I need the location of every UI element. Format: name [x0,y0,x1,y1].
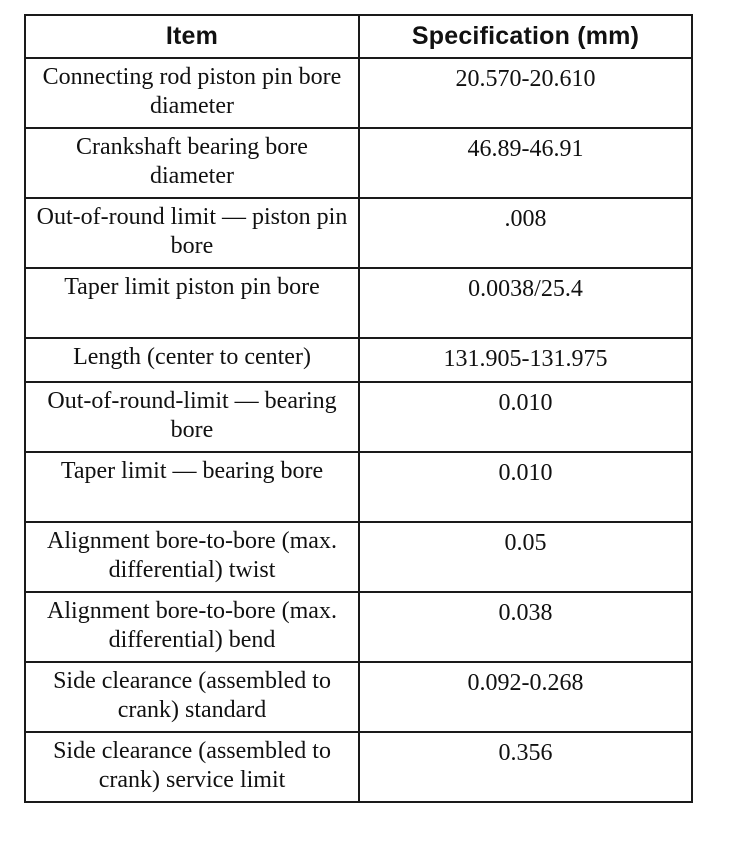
spec-cell: 0.356 [359,732,692,802]
spec-cell: 0.092-0.268 [359,662,692,732]
item-cell: Taper limit — bearing bore [25,452,359,522]
table-row [25,198,692,268]
spec-cell: 20.570-20.610 [359,58,692,128]
spec-cell: 0.05 [359,522,692,592]
item-column-header: Item [25,15,359,58]
table-row [25,662,692,732]
header-row [25,15,692,58]
spec-cell: 0.038 [359,592,692,662]
item-cell: Length (center to center) [25,338,359,382]
item-cell: Side clearance (assembled to crank) standard [25,662,359,732]
table-row [25,268,692,338]
spec-cell: 46.89-46.91 [359,128,692,198]
table-row [25,382,692,452]
item-cell: Alignment bore-to-bore (max. differential) bend [25,592,359,662]
table-row [25,338,692,382]
spec-cell: 131.905-131.975 [359,338,692,382]
table-row [25,732,692,802]
item-cell: Crankshaft bearing bore diameter [25,128,359,198]
table-row [25,452,692,522]
table-row [25,128,692,198]
item-cell: Side clearance (assembled to crank) service limit [25,732,359,802]
item-cell: Out-of-round-limit — bearing bore [25,382,359,452]
spec-cell: 0.0038/25.4 [359,268,692,338]
table-row [25,522,692,592]
item-cell: Out-of-round limit — piston pin bore [25,198,359,268]
table-row [25,592,692,662]
specification-table [24,14,693,803]
item-cell: Taper limit piston pin bore [25,268,359,338]
item-cell: Connecting rod piston pin bore diameter [25,58,359,128]
specification-column-header: Specification (mm) [359,15,692,58]
spec-cell: 0.010 [359,382,692,452]
spec-cell: 0.010 [359,452,692,522]
item-cell: Alignment bore-to-bore (max. differential) twist [25,522,359,592]
spec-cell: .008 [359,198,692,268]
table-row [25,58,692,128]
